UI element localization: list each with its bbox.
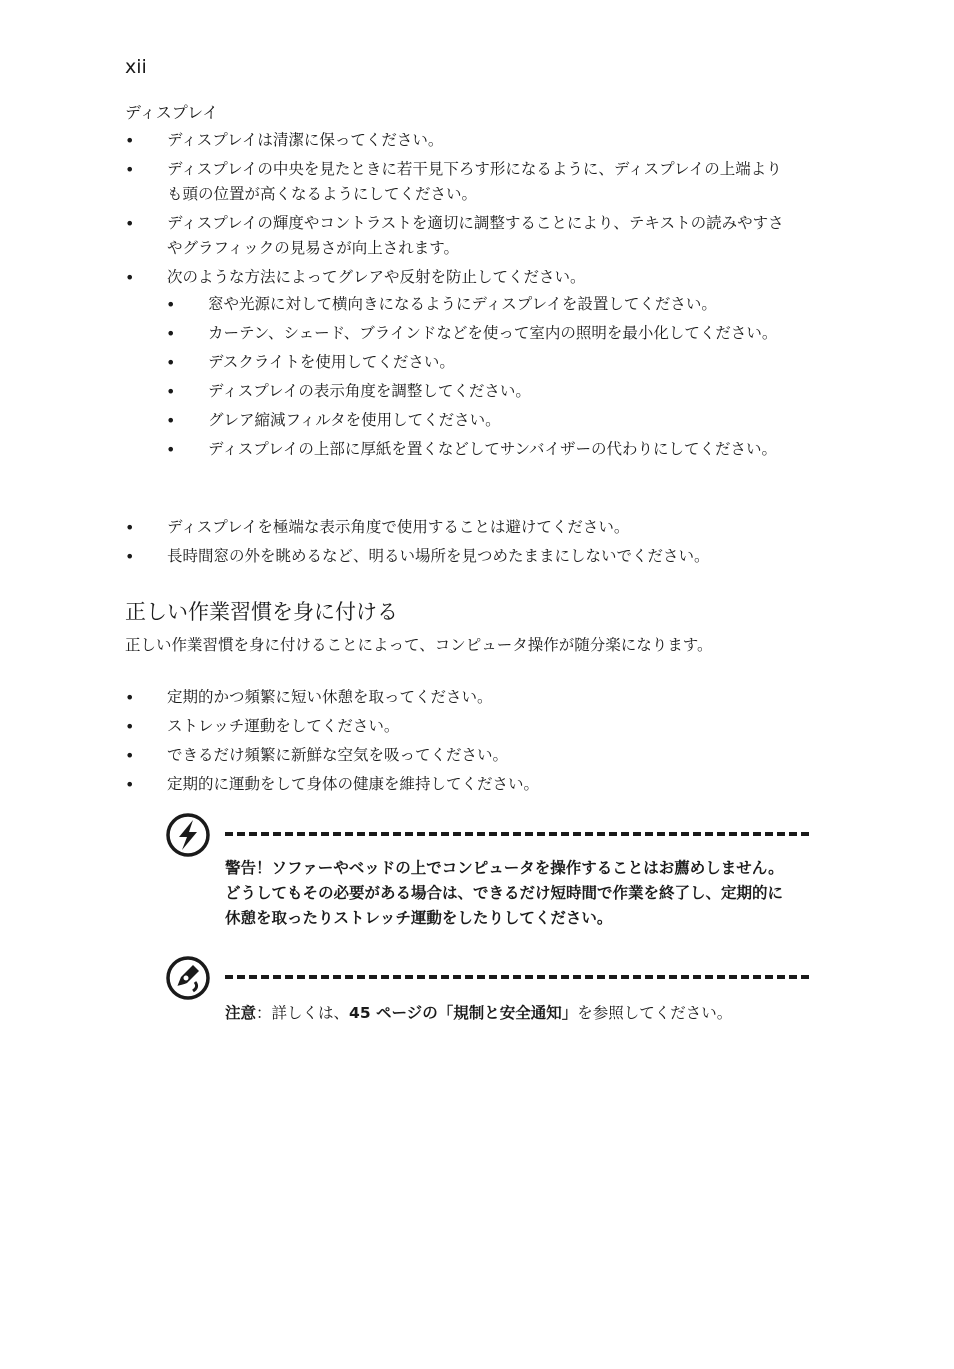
list-item: • ディスプレイを極端な表示角度で使用することは避けてください。 — [125, 515, 825, 540]
note-label: 注意 — [225, 1004, 257, 1022]
pen-note-icon — [165, 955, 211, 1001]
list-item: • 定期的に運動をして身体の健康を維持してください。 — [125, 772, 825, 797]
list-item: • ディスプレイの上部に厚紙を置くなどしてサンバイザーの代わりにしてください。 — [166, 437, 826, 462]
note-reference-link[interactable]: 45 ページの「規制と安全通知」 — [349, 1004, 578, 1022]
habits-title: 正しい作業習慣を身に付ける — [125, 600, 398, 624]
note-tail: を参照してください。 — [577, 1004, 733, 1022]
list-item: • 定期的かつ頻繁に短い休憩を取ってください。 — [125, 685, 825, 710]
display-list — [125, 128, 825, 294]
habits-intro: 正しい作業習慣を身に付けることによって、コンピュータ操作が随分楽になります。 — [125, 636, 713, 654]
habits-list — [125, 685, 825, 801]
list-item: • できるだけ頻繁に新鮮な空気を吸ってください。 — [125, 743, 825, 768]
list-item: • ストレッチ運動をしてください。 — [125, 714, 825, 739]
list-item: • 窓や光源に対して横向きになるようにディスプレイを設置してください。 — [166, 292, 826, 317]
page-number: xii — [125, 56, 147, 78]
list-item: • カーテン、シェード、ブラインドなどを使って室内の照明を最小化してください。 — [166, 321, 826, 346]
lightning-warning-icon — [165, 812, 211, 858]
note-sep: ：詳しくは、 — [256, 1004, 350, 1022]
warning-text: 警告！ソファーやベッドの上でコンピュータを操作することはお薦めしません。どうしてもその必要がある場合は、できるだけ短時間で作業を終了し、定期的に休憩を取ったりストレッチ運動をしたりしてください。 — [225, 859, 784, 927]
note-box — [165, 955, 815, 1055]
display-list-continued — [125, 515, 825, 573]
glare-sub-list — [166, 292, 826, 466]
note-text — [225, 1001, 785, 1026]
list-item: • ディスプレイは清潔に保ってください。 — [125, 128, 825, 153]
list-item: • 長時間窓の外を眺めるなど、明るい場所を見つめたままにしないでください。 — [125, 544, 825, 569]
list-item: • ディスプレイの輝度やコントラストを適切に調整することにより、テキストの読みやすさやグラフィックの見易さが向上されます。 — [125, 211, 825, 261]
list-item: • ディスプレイの中央を見たときに若干見下ろす形になるように、ディスプレイの上端よりも頭の位置が高くなるようにしてください。 — [125, 157, 825, 207]
note-rule — [225, 975, 809, 979]
list-item: • ディスプレイの表示角度を調整してください。 — [166, 379, 826, 404]
list-item: • グレア縮減フィルタを使用してください。 — [166, 408, 826, 433]
warning-rule — [225, 832, 809, 836]
warning-box — [165, 812, 815, 952]
display-heading: ディスプレイ — [125, 103, 219, 122]
list-item: • 次のような方法によってグレアや反射を防止してください。 — [125, 265, 825, 290]
list-item: • デスクライトを使用してください。 — [166, 350, 826, 375]
